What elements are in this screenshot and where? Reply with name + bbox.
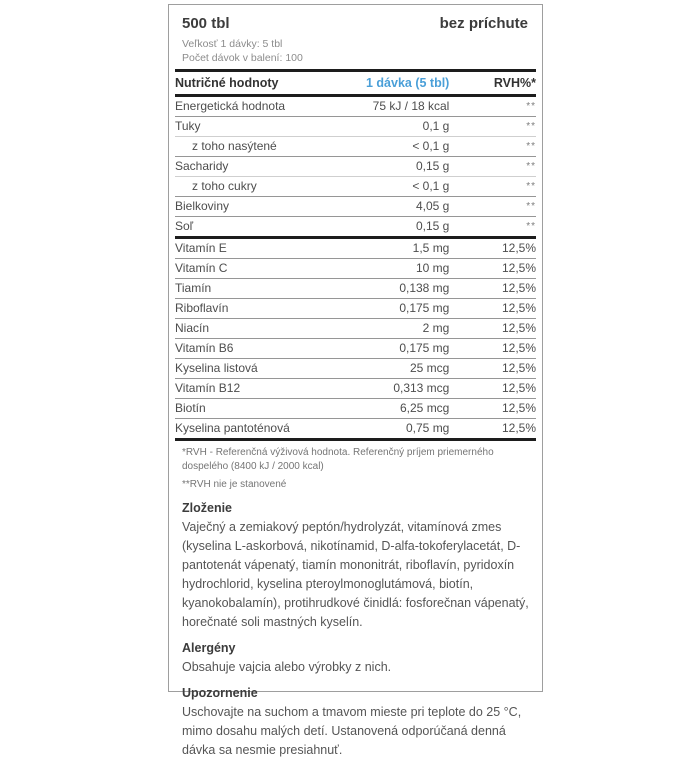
table-row — [175, 279, 536, 299]
nutrient-rvh: 12,5% — [501, 261, 536, 275]
nutrient-value: 0,175 mg — [399, 341, 450, 355]
table-row — [175, 137, 536, 157]
nutrient-rvh: 12,5% — [501, 341, 536, 355]
product-flavor: bez príchute — [439, 15, 528, 32]
table-row — [175, 238, 536, 259]
nutrient-value: 0,175 mg — [399, 301, 450, 315]
nutrient-name: Vitamín B6 — [175, 341, 234, 355]
nutrient-name: Kyselina listová — [175, 361, 258, 375]
product-size: 500 tbl — [182, 15, 230, 32]
nutrient-name: Vitamín E — [175, 241, 227, 255]
nutrient-value: 0,75 mg — [406, 421, 450, 435]
nutrient-value: < 0,1 g — [412, 179, 450, 193]
nutrition-table — [175, 69, 536, 441]
nutrient-rvh: ** — [526, 181, 536, 192]
nutrient-rvh: ** — [526, 141, 536, 152]
nutrient-rvh: 12,5% — [501, 381, 536, 395]
nutrient-name: Energetická hodnota — [175, 99, 286, 113]
nutrient-name: Vitamín B12 — [175, 381, 241, 395]
ingredients-text: Vaječný a zemiakový peptón/hydrolyzát, vitamínová zmes (kyselina L-askorbová, nikotínamid, D-alfa-tokoferylacetát, D-pantotenát vápenatý, tiamín mononitrát, riboflavín, pyridoxín hydrochlorid, kyselina pteroylmonoglutámová, biotín, kyanokobalamín), protihrudkové činidlá: fosforečnan vápenatý, horečnaté soli mastných kyselín. — [182, 519, 529, 629]
nutrient-value: 75 kJ / 18 kcal — [372, 99, 450, 113]
servings-per-pack: Počet dávok v balení: 100 — [182, 52, 303, 64]
nutrient-value: 6,25 mcg — [400, 401, 450, 415]
nutrient-name: Biotín — [175, 401, 206, 415]
nutrient-value: 10 mg — [416, 261, 450, 275]
nutrient-name: Bielkoviny — [175, 199, 230, 213]
nutrient-rvh: ** — [526, 161, 536, 172]
nutrient-value: 0,15 g — [415, 159, 450, 173]
table-row — [175, 319, 536, 339]
nutrient-name: Riboflavín — [175, 301, 229, 315]
table-row — [175, 339, 536, 359]
nutrient-value: 0,1 g — [422, 119, 450, 133]
warning-heading: Upozornenie — [182, 685, 258, 700]
column-header-rvh: RVH%* — [493, 76, 536, 90]
nutrient-rvh: 12,5% — [501, 301, 536, 315]
ingredients-heading: Zloženie — [182, 500, 233, 515]
nutrient-name: Niacín — [175, 321, 210, 335]
table-row — [175, 419, 536, 440]
nutrient-value: 0,138 mg — [399, 281, 450, 295]
table-row — [175, 197, 536, 217]
allergens-text: Obsahuje vajcia alebo výrobky z nich. — [182, 659, 392, 674]
nutrient-name: Tiamín — [175, 281, 212, 295]
footnote-rvh-not-set: **RVH nie je stanovené — [182, 479, 287, 490]
nutrient-value: 4,05 g — [415, 199, 450, 213]
serving-info — [175, 32, 536, 67]
nutrition-table-body — [175, 96, 536, 440]
nutrient-rvh: 12,5% — [501, 421, 536, 435]
nutrient-name: Vitamín C — [175, 261, 228, 275]
table-row — [175, 157, 536, 177]
nutrient-name: z toho cukry — [192, 179, 257, 193]
table-row — [175, 217, 536, 238]
nutrient-rvh: 12,5% — [501, 361, 536, 375]
nutrition-label — [168, 4, 543, 757]
nutrient-value: 25 mcg — [410, 361, 450, 375]
nutrient-rvh: ** — [526, 121, 536, 132]
nutrient-name: Kyselina pantoténová — [175, 421, 290, 435]
table-row — [175, 177, 536, 197]
table-row — [175, 117, 536, 137]
warning-text: Uschovajte na suchom a tmavom mieste pri teplote do 25 °C, mimo dosahu malých detí. Ustanovená odporúčaná denná dávka sa nesmie presiahnuť. — [182, 704, 522, 757]
table-row — [175, 399, 536, 419]
table-row — [175, 299, 536, 319]
nutrient-rvh: ** — [526, 101, 536, 112]
nutrient-rvh: 12,5% — [501, 401, 536, 415]
nutrient-value: 1,5 mg — [412, 241, 450, 255]
table-row — [175, 359, 536, 379]
table-row — [175, 96, 536, 117]
nutrient-name: z toho nasýtené — [192, 139, 277, 153]
allergens-heading: Alergény — [182, 640, 236, 655]
nutrient-value: 2 mg — [422, 321, 450, 335]
nutrient-value: < 0,1 g — [412, 139, 450, 153]
nutrient-value: 0,313 mcg — [393, 381, 450, 395]
nutrient-name: Sacharidy — [175, 159, 229, 173]
nutrient-rvh: ** — [526, 201, 536, 212]
label-title-row — [175, 13, 536, 32]
nutrient-value: 0,15 g — [415, 219, 450, 233]
footnote-rvh-definition: *RVH - Referenčná výživová hodnota. Referenčný príjem priemerného dospelého (8400 kJ / 2000 kcal) — [182, 447, 494, 472]
nutrient-rvh: 12,5% — [501, 241, 536, 255]
nutrient-rvh: 12,5% — [501, 321, 536, 335]
nutrition-table-header — [175, 71, 536, 96]
nutrient-rvh: ** — [526, 221, 536, 232]
serving-size: Veľkosť 1 dávky: 5 tbl — [182, 38, 283, 50]
nutrient-name: Tuky — [175, 119, 201, 133]
column-header-serving: 1 dávka (5 tbl) — [365, 76, 450, 90]
nutrient-name: Soľ — [175, 219, 194, 233]
nutrient-rvh: 12,5% — [501, 281, 536, 295]
table-row — [175, 259, 536, 279]
table-row — [175, 379, 536, 399]
header-row — [175, 71, 536, 96]
column-header-nutrient: Nutričné hodnoty — [175, 76, 279, 90]
